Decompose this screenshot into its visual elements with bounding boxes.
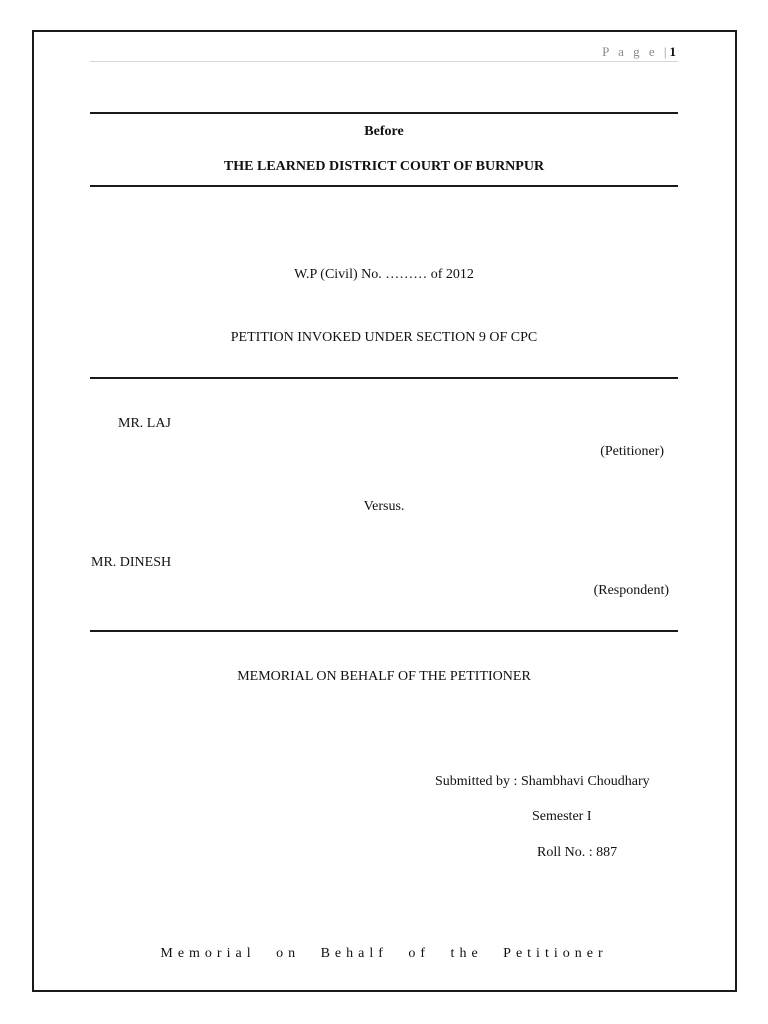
petitioner-name: MR. LAJ bbox=[118, 416, 171, 431]
semester: Semester I bbox=[532, 809, 592, 824]
footer-text: Memorial on Behalf of the Petitioner bbox=[160, 946, 608, 961]
page-number: 1 bbox=[669, 44, 676, 59]
submitted-by: Submitted by : Shambhavi Choudhary bbox=[435, 774, 650, 789]
respondent-name: MR. DINESH bbox=[91, 555, 172, 570]
page-number-header bbox=[602, 44, 676, 60]
parties-bottom-rule bbox=[90, 630, 678, 632]
header-rule bbox=[90, 61, 678, 62]
court-top-rule bbox=[90, 112, 678, 114]
before-heading: Before bbox=[364, 124, 404, 139]
court-bottom-rule bbox=[90, 185, 678, 187]
memorial-title: MEMORIAL ON BEHALF OF THE PETITIONER bbox=[237, 669, 531, 684]
case-number: W.P (Civil) No. ……… of 2012 bbox=[294, 267, 474, 282]
petition-section: PETITION INVOKED UNDER SECTION 9 OF CPC bbox=[230, 330, 538, 345]
respondent-role: (Respondent) bbox=[593, 583, 669, 598]
court-name: THE LEARNED DISTRICT COURT OF BURNPUR bbox=[223, 159, 545, 174]
petitioner-role: (Petitioner) bbox=[600, 444, 664, 459]
versus-label: Versus. bbox=[363, 499, 405, 514]
roll-number: Roll No. : 887 bbox=[537, 845, 618, 860]
page-label: P a g e | bbox=[602, 44, 670, 59]
parties-top-rule bbox=[90, 377, 678, 379]
